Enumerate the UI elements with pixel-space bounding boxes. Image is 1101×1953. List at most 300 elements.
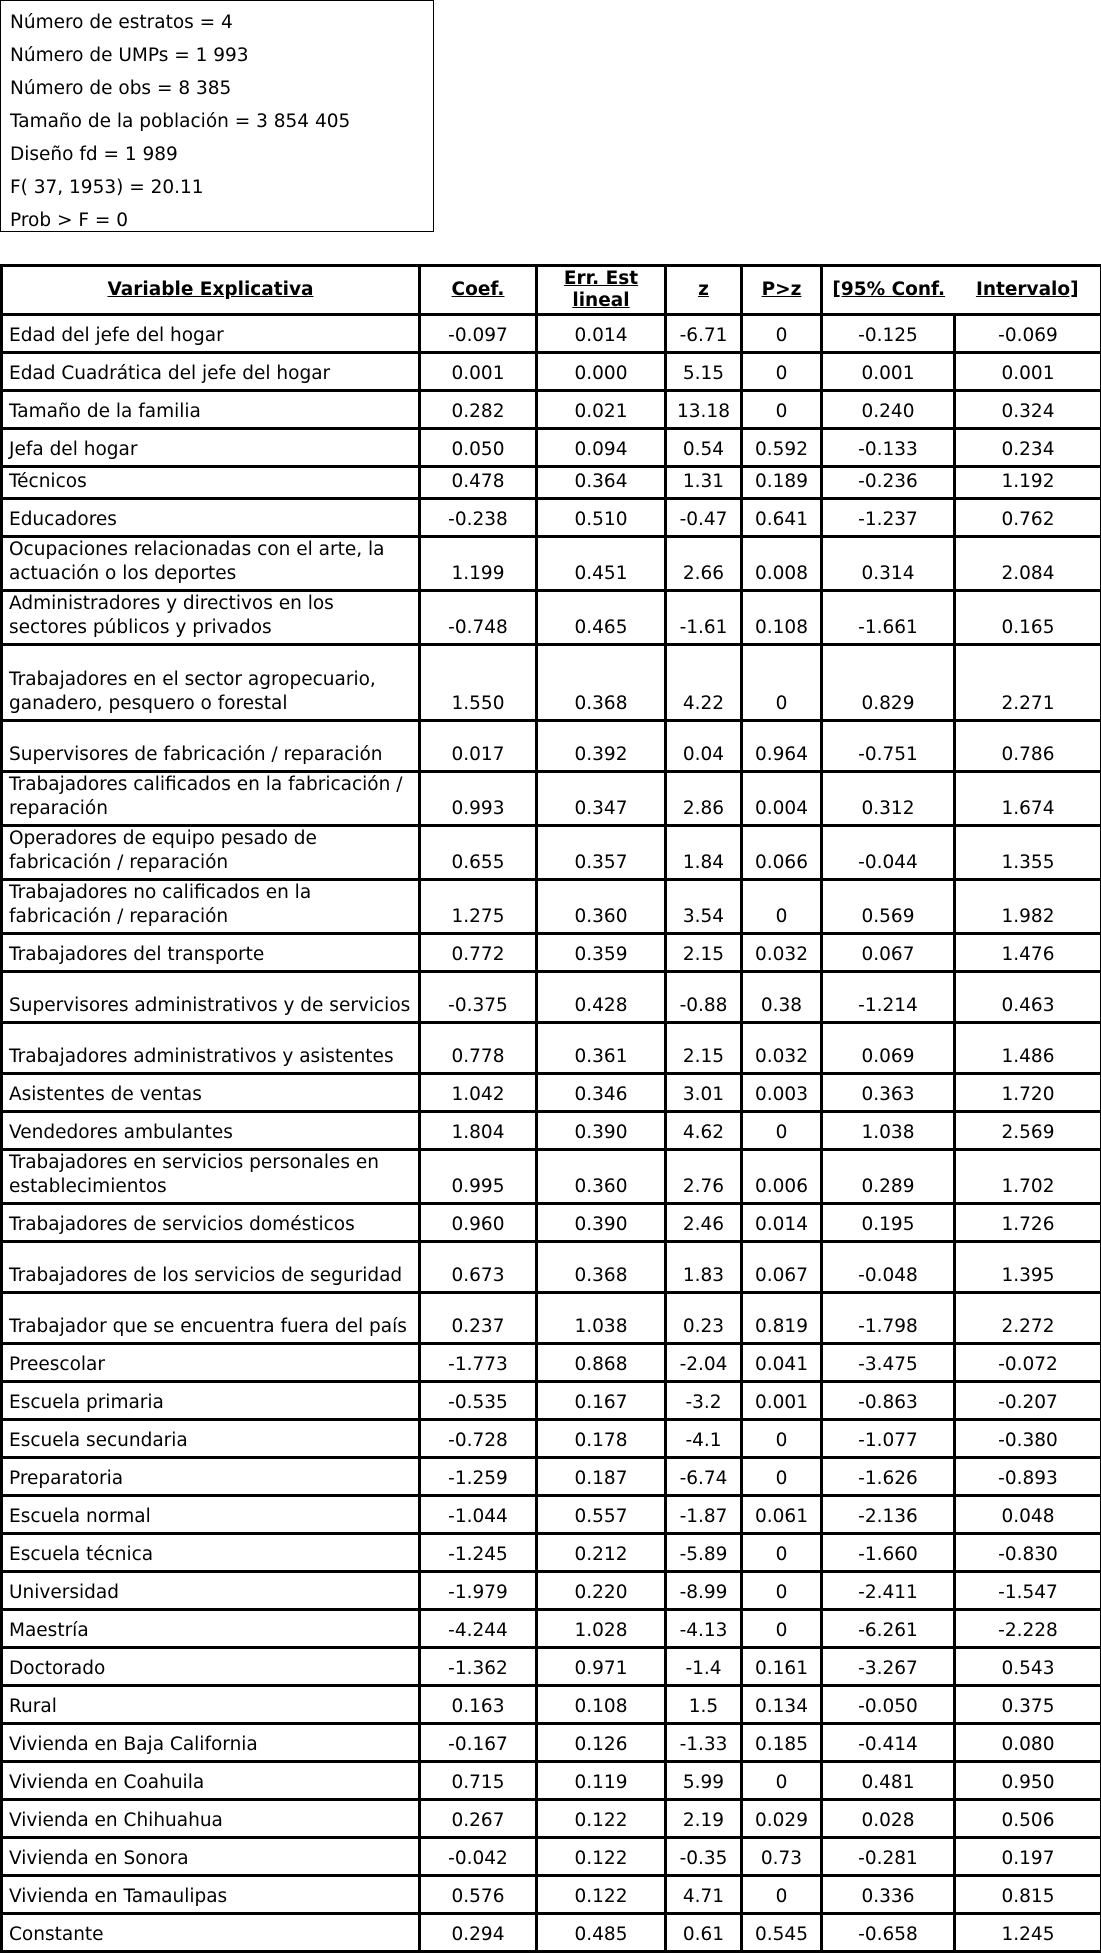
cell-coef: 0.673 bbox=[420, 1242, 537, 1293]
cell-ci-high: 0.950 bbox=[955, 1762, 1101, 1800]
cell-ci-high: -0.072 bbox=[955, 1344, 1101, 1382]
cell-ci-low: -0.050 bbox=[822, 1686, 955, 1724]
cell-ci-high: 1.192 bbox=[955, 467, 1101, 499]
regression-table bbox=[0, 264, 1101, 1953]
cell-ci-high: 1.982 bbox=[955, 880, 1101, 934]
cell-ci-low: 0.069 bbox=[822, 1023, 955, 1074]
summary-obs: Número de obs = 8 385 bbox=[10, 72, 433, 105]
cell-p: 0.161 bbox=[742, 1648, 822, 1686]
cell-p: 0 bbox=[742, 353, 822, 391]
cell-ci-low: 0.001 bbox=[822, 353, 955, 391]
cell-ci-low: 0.028 bbox=[822, 1800, 955, 1838]
cell-ci-low: -0.414 bbox=[822, 1724, 955, 1762]
cell-z: 2.15 bbox=[666, 934, 742, 972]
cell-ci-high: 1.726 bbox=[955, 1204, 1101, 1242]
cell-ci-low: -1.077 bbox=[822, 1420, 955, 1458]
cell-variable: Vivienda en Baja California bbox=[2, 1724, 420, 1762]
cell-coef: 0.655 bbox=[420, 826, 537, 880]
table-row bbox=[2, 1150, 1101, 1204]
cell-variable: Constante bbox=[2, 1914, 420, 1952]
cell-ci-high: 0.165 bbox=[955, 591, 1101, 645]
cell-z: 2.19 bbox=[666, 1800, 742, 1838]
cell-variable: Vivienda en Coahuila bbox=[2, 1762, 420, 1800]
cell-coef: -1.044 bbox=[420, 1496, 537, 1534]
cell-coef: 0.995 bbox=[420, 1150, 537, 1204]
cell-variable: Universidad bbox=[2, 1572, 420, 1610]
cell-coef: 0.163 bbox=[420, 1686, 537, 1724]
cell-ci-high: 0.197 bbox=[955, 1838, 1101, 1876]
cell-err: 0.485 bbox=[537, 1914, 666, 1952]
header-ci-high: Intervalo] bbox=[955, 266, 1101, 315]
cell-coef: 1.804 bbox=[420, 1112, 537, 1150]
cell-err: 0.392 bbox=[537, 721, 666, 772]
cell-z: -0.35 bbox=[666, 1838, 742, 1876]
cell-err: 0.428 bbox=[537, 972, 666, 1023]
cell-z: -4.13 bbox=[666, 1610, 742, 1648]
cell-ci-low: 0.363 bbox=[822, 1074, 955, 1112]
cell-ci-high: 1.395 bbox=[955, 1242, 1101, 1293]
table-row bbox=[2, 1204, 1101, 1242]
cell-err: 0.361 bbox=[537, 1023, 666, 1074]
cell-ci-high: 2.271 bbox=[955, 645, 1101, 721]
cell-z: 2.76 bbox=[666, 1150, 742, 1204]
table-row bbox=[2, 1344, 1101, 1382]
cell-p: 0 bbox=[742, 1420, 822, 1458]
header-ci-low: [95% Conf. bbox=[822, 266, 955, 315]
table-row bbox=[2, 429, 1101, 467]
summary-psu: Número de UMPs = 1 993 bbox=[10, 39, 433, 72]
cell-ci-low: -0.048 bbox=[822, 1242, 955, 1293]
cell-coef: 0.294 bbox=[420, 1914, 537, 1952]
cell-z: -1.87 bbox=[666, 1496, 742, 1534]
table-row bbox=[2, 934, 1101, 972]
table-row bbox=[2, 1610, 1101, 1648]
cell-variable: Edad Cuadrática del jefe del hogar bbox=[2, 353, 420, 391]
cell-ci-high: 0.543 bbox=[955, 1648, 1101, 1686]
cell-ci-high: 0.001 bbox=[955, 353, 1101, 391]
cell-ci-high: 0.463 bbox=[955, 972, 1101, 1023]
cell-ci-low: -0.658 bbox=[822, 1914, 955, 1952]
cell-ci-high: -0.380 bbox=[955, 1420, 1101, 1458]
cell-ci-high: 2.084 bbox=[955, 537, 1101, 591]
cell-ci-low: -0.281 bbox=[822, 1838, 955, 1876]
cell-err: 0.359 bbox=[537, 934, 666, 972]
cell-variable: Trabajadores no calificados en la fabricación / reparación bbox=[2, 880, 420, 934]
cell-ci-high: 1.702 bbox=[955, 1150, 1101, 1204]
cell-variable: Escuela primaria bbox=[2, 1382, 420, 1420]
cell-p: 0.592 bbox=[742, 429, 822, 467]
table-row bbox=[2, 315, 1101, 353]
cell-variable: Supervisores de fabricación / reparación bbox=[2, 721, 420, 772]
cell-z: -2.04 bbox=[666, 1344, 742, 1382]
cell-err: 0.557 bbox=[537, 1496, 666, 1534]
summary-strata: Número de estratos = 4 bbox=[10, 6, 433, 39]
table-row bbox=[2, 353, 1101, 391]
cell-coef: 1.275 bbox=[420, 880, 537, 934]
cell-z: 2.15 bbox=[666, 1023, 742, 1074]
cell-ci-low: 0.067 bbox=[822, 934, 955, 972]
cell-err: 0.364 bbox=[537, 467, 666, 499]
table-row bbox=[2, 826, 1101, 880]
cell-variable: Operadores de equipo pesado de fabricación / reparación bbox=[2, 826, 420, 880]
cell-ci-low: -6.261 bbox=[822, 1610, 955, 1648]
cell-ci-high: 1.355 bbox=[955, 826, 1101, 880]
cell-coef: 0.237 bbox=[420, 1293, 537, 1344]
cell-ci-high: 0.375 bbox=[955, 1686, 1101, 1724]
cell-ci-low: -1.626 bbox=[822, 1458, 955, 1496]
cell-err: 0.000 bbox=[537, 353, 666, 391]
cell-err: 0.178 bbox=[537, 1420, 666, 1458]
cell-z: -1.61 bbox=[666, 591, 742, 645]
cell-z: 0.54 bbox=[666, 429, 742, 467]
cell-p: 0.819 bbox=[742, 1293, 822, 1344]
cell-coef: 0.050 bbox=[420, 429, 537, 467]
cell-p: 0.008 bbox=[742, 537, 822, 591]
cell-ci-low: 1.038 bbox=[822, 1112, 955, 1150]
cell-err: 0.510 bbox=[537, 499, 666, 537]
cell-z: 2.46 bbox=[666, 1204, 742, 1242]
table-row bbox=[2, 467, 1101, 499]
cell-err: 0.122 bbox=[537, 1838, 666, 1876]
cell-variable: Educadores bbox=[2, 499, 420, 537]
cell-z: -4.1 bbox=[666, 1420, 742, 1458]
cell-variable: Ocupaciones relacionadas con el arte, la actuación o los deportes bbox=[2, 537, 420, 591]
cell-variable: Tamaño de la familia bbox=[2, 391, 420, 429]
cell-z: 4.62 bbox=[666, 1112, 742, 1150]
cell-ci-low: 0.240 bbox=[822, 391, 955, 429]
cell-ci-low: 0.195 bbox=[822, 1204, 955, 1242]
table-row bbox=[2, 1242, 1101, 1293]
cell-ci-high: -0.207 bbox=[955, 1382, 1101, 1420]
cell-coef: -0.535 bbox=[420, 1382, 537, 1420]
cell-z: 4.22 bbox=[666, 645, 742, 721]
cell-err: 0.126 bbox=[537, 1724, 666, 1762]
cell-p: 0.38 bbox=[742, 972, 822, 1023]
cell-ci-low: 0.481 bbox=[822, 1762, 955, 1800]
cell-p: 0 bbox=[742, 315, 822, 353]
cell-variable: Vivienda en Chihuahua bbox=[2, 1800, 420, 1838]
cell-variable: Rural bbox=[2, 1686, 420, 1724]
cell-ci-high: 0.506 bbox=[955, 1800, 1101, 1838]
cell-ci-high: 0.815 bbox=[955, 1876, 1101, 1914]
cell-coef: -1.362 bbox=[420, 1648, 537, 1686]
table-header-row bbox=[2, 266, 1101, 315]
cell-err: 0.360 bbox=[537, 880, 666, 934]
cell-coef: -0.728 bbox=[420, 1420, 537, 1458]
cell-ci-low: 0.829 bbox=[822, 645, 955, 721]
cell-p: 0.067 bbox=[742, 1242, 822, 1293]
cell-ci-low: -1.237 bbox=[822, 499, 955, 537]
cell-coef: 0.576 bbox=[420, 1876, 537, 1914]
cell-err: 0.021 bbox=[537, 391, 666, 429]
cell-err: 0.360 bbox=[537, 1150, 666, 1204]
cell-ci-low: -0.133 bbox=[822, 429, 955, 467]
cell-coef: -1.773 bbox=[420, 1344, 537, 1382]
cell-err: 0.868 bbox=[537, 1344, 666, 1382]
cell-err: 0.167 bbox=[537, 1382, 666, 1420]
cell-p: 0.061 bbox=[742, 1496, 822, 1534]
cell-coef: 1.550 bbox=[420, 645, 537, 721]
cell-ci-high: -1.547 bbox=[955, 1572, 1101, 1610]
cell-coef: -1.259 bbox=[420, 1458, 537, 1496]
cell-ci-low: 0.336 bbox=[822, 1876, 955, 1914]
cell-err: 1.028 bbox=[537, 1610, 666, 1648]
table-row bbox=[2, 880, 1101, 934]
cell-p: 0.003 bbox=[742, 1074, 822, 1112]
cell-ci-low: -1.798 bbox=[822, 1293, 955, 1344]
cell-p: 0 bbox=[742, 1534, 822, 1572]
table-row bbox=[2, 1648, 1101, 1686]
cell-z: 2.66 bbox=[666, 537, 742, 591]
table-row bbox=[2, 1762, 1101, 1800]
cell-coef: -0.748 bbox=[420, 591, 537, 645]
cell-variable: Trabajadores calificados en la fabricación / reparación bbox=[2, 772, 420, 826]
header-z: z bbox=[666, 266, 742, 315]
cell-ci-high: 0.048 bbox=[955, 1496, 1101, 1534]
cell-p: 0.032 bbox=[742, 1023, 822, 1074]
cell-ci-low: -1.214 bbox=[822, 972, 955, 1023]
cell-ci-low: -2.411 bbox=[822, 1572, 955, 1610]
header-p: P>z bbox=[742, 266, 822, 315]
cell-z: -5.89 bbox=[666, 1534, 742, 1572]
table-row bbox=[2, 1838, 1101, 1876]
table-row bbox=[2, 1023, 1101, 1074]
cell-err: 1.038 bbox=[537, 1293, 666, 1344]
cell-p: 0.189 bbox=[742, 467, 822, 499]
cell-p: 0.029 bbox=[742, 1800, 822, 1838]
cell-coef: 0.993 bbox=[420, 772, 537, 826]
cell-z: -1.4 bbox=[666, 1648, 742, 1686]
cell-coef: -0.375 bbox=[420, 972, 537, 1023]
cell-err: 0.212 bbox=[537, 1534, 666, 1572]
cell-variable: Trabajadores administrativos y asistentes bbox=[2, 1023, 420, 1074]
cell-p: 0 bbox=[742, 645, 822, 721]
cell-ci-high: 1.476 bbox=[955, 934, 1101, 972]
cell-p: 0 bbox=[742, 391, 822, 429]
cell-coef: -0.042 bbox=[420, 1838, 537, 1876]
table-row bbox=[2, 1876, 1101, 1914]
cell-z: -6.74 bbox=[666, 1458, 742, 1496]
cell-ci-high: 0.324 bbox=[955, 391, 1101, 429]
cell-variable: Vivienda en Sonora bbox=[2, 1838, 420, 1876]
cell-coef: 0.017 bbox=[420, 721, 537, 772]
cell-ci-high: 1.720 bbox=[955, 1074, 1101, 1112]
table-row bbox=[2, 1382, 1101, 1420]
cell-variable: Administradores y directivos en los sectores públicos y privados bbox=[2, 591, 420, 645]
cell-z: 0.61 bbox=[666, 1914, 742, 1952]
cell-variable: Vivienda en Tamaulipas bbox=[2, 1876, 420, 1914]
cell-ci-high: -0.893 bbox=[955, 1458, 1101, 1496]
table-row bbox=[2, 1420, 1101, 1458]
cell-p: 0.004 bbox=[742, 772, 822, 826]
cell-coef: 0.778 bbox=[420, 1023, 537, 1074]
cell-p: 0.006 bbox=[742, 1150, 822, 1204]
cell-p: 0.641 bbox=[742, 499, 822, 537]
cell-z: 4.71 bbox=[666, 1876, 742, 1914]
cell-ci-high: 0.762 bbox=[955, 499, 1101, 537]
cell-variable: Asistentes de ventas bbox=[2, 1074, 420, 1112]
cell-ci-low: -3.475 bbox=[822, 1344, 955, 1382]
table-row bbox=[2, 972, 1101, 1023]
cell-variable: Maestría bbox=[2, 1610, 420, 1648]
cell-variable: Doctorado bbox=[2, 1648, 420, 1686]
cell-variable: Edad del jefe del hogar bbox=[2, 315, 420, 353]
cell-p: 0 bbox=[742, 1112, 822, 1150]
cell-ci-low: 0.569 bbox=[822, 880, 955, 934]
cell-err: 0.390 bbox=[537, 1204, 666, 1242]
table-row bbox=[2, 1458, 1101, 1496]
summary-prob-f: Prob > F = 0 bbox=[10, 204, 433, 237]
cell-ci-high: 0.234 bbox=[955, 429, 1101, 467]
table-row bbox=[2, 499, 1101, 537]
cell-err: 0.368 bbox=[537, 645, 666, 721]
cell-ci-low: -2.136 bbox=[822, 1496, 955, 1534]
table-row bbox=[2, 645, 1101, 721]
cell-ci-high: -0.830 bbox=[955, 1534, 1101, 1572]
cell-z: 1.31 bbox=[666, 467, 742, 499]
table-row bbox=[2, 721, 1101, 772]
cell-ci-low: 0.314 bbox=[822, 537, 955, 591]
cell-p: 0.001 bbox=[742, 1382, 822, 1420]
cell-z: 3.54 bbox=[666, 880, 742, 934]
cell-err: 0.451 bbox=[537, 537, 666, 591]
cell-ci-low: -1.660 bbox=[822, 1534, 955, 1572]
cell-p: 0.041 bbox=[742, 1344, 822, 1382]
cell-variable: Trabajadores en servicios personales en establecimientos bbox=[2, 1150, 420, 1204]
cell-p: 0.032 bbox=[742, 934, 822, 972]
cell-err: 0.347 bbox=[537, 772, 666, 826]
cell-coef: -1.979 bbox=[420, 1572, 537, 1610]
cell-ci-high: 1.486 bbox=[955, 1023, 1101, 1074]
cell-coef: -0.238 bbox=[420, 499, 537, 537]
cell-err: 0.971 bbox=[537, 1648, 666, 1686]
cell-err: 0.390 bbox=[537, 1112, 666, 1150]
cell-z: -0.47 bbox=[666, 499, 742, 537]
summary-f-stat: F( 37, 1953) = 20.11 bbox=[10, 171, 433, 204]
cell-z: 13.18 bbox=[666, 391, 742, 429]
cell-variable: Escuela técnica bbox=[2, 1534, 420, 1572]
cell-z: 0.04 bbox=[666, 721, 742, 772]
cell-variable: Trabajadores en el sector agropecuario, ganadero, pesquero o forestal bbox=[2, 645, 420, 721]
cell-coef: 0.715 bbox=[420, 1762, 537, 1800]
table-row bbox=[2, 1572, 1101, 1610]
cell-ci-low: -3.267 bbox=[822, 1648, 955, 1686]
table-row bbox=[2, 1112, 1101, 1150]
cell-ci-low: 0.289 bbox=[822, 1150, 955, 1204]
cell-p: 0 bbox=[742, 880, 822, 934]
cell-ci-high: 0.786 bbox=[955, 721, 1101, 772]
cell-variable: Trabajadores de servicios domésticos bbox=[2, 1204, 420, 1242]
cell-ci-low: -1.661 bbox=[822, 591, 955, 645]
cell-z: -6.71 bbox=[666, 315, 742, 353]
cell-coef: -4.244 bbox=[420, 1610, 537, 1648]
table-row bbox=[2, 537, 1101, 591]
cell-variable: Preparatoria bbox=[2, 1458, 420, 1496]
cell-coef: 0.282 bbox=[420, 391, 537, 429]
cell-err: 0.108 bbox=[537, 1686, 666, 1724]
cell-variable: Trabajador que se encuentra fuera del país bbox=[2, 1293, 420, 1344]
cell-p: 0.964 bbox=[742, 721, 822, 772]
cell-coef: 0.267 bbox=[420, 1800, 537, 1838]
table-row bbox=[2, 1686, 1101, 1724]
cell-p: 0 bbox=[742, 1572, 822, 1610]
cell-coef: 0.478 bbox=[420, 467, 537, 499]
cell-p: 0.73 bbox=[742, 1838, 822, 1876]
cell-ci-high: 1.674 bbox=[955, 772, 1101, 826]
table-row bbox=[2, 1496, 1101, 1534]
cell-p: 0 bbox=[742, 1876, 822, 1914]
cell-ci-high: 2.272 bbox=[955, 1293, 1101, 1344]
cell-z: -0.88 bbox=[666, 972, 742, 1023]
table-row bbox=[2, 1800, 1101, 1838]
table-row bbox=[2, 1914, 1101, 1952]
cell-z: 3.01 bbox=[666, 1074, 742, 1112]
cell-z: 1.5 bbox=[666, 1686, 742, 1724]
cell-ci-high: -2.228 bbox=[955, 1610, 1101, 1648]
cell-coef: 0.960 bbox=[420, 1204, 537, 1242]
cell-p: 0.014 bbox=[742, 1204, 822, 1242]
cell-err: 0.465 bbox=[537, 591, 666, 645]
summary-design-df: Diseño fd = 1 989 bbox=[10, 138, 433, 171]
table-row bbox=[2, 391, 1101, 429]
cell-variable: Preescolar bbox=[2, 1344, 420, 1382]
cell-p: 0 bbox=[742, 1610, 822, 1648]
cell-err: 0.187 bbox=[537, 1458, 666, 1496]
cell-z: 5.99 bbox=[666, 1762, 742, 1800]
cell-variable: Jefa del hogar bbox=[2, 429, 420, 467]
cell-variable: Técnicos bbox=[2, 467, 420, 499]
cell-coef: -0.167 bbox=[420, 1724, 537, 1762]
cell-err: 0.346 bbox=[537, 1074, 666, 1112]
cell-coef: 1.042 bbox=[420, 1074, 537, 1112]
cell-err: 0.368 bbox=[537, 1242, 666, 1293]
cell-p: 0.066 bbox=[742, 826, 822, 880]
cell-ci-low: -0.863 bbox=[822, 1382, 955, 1420]
header-coef: Coef. bbox=[420, 266, 537, 315]
cell-p: 0 bbox=[742, 1762, 822, 1800]
cell-ci-low: -0.751 bbox=[822, 721, 955, 772]
summary-population: Tamaño de la población = 3 854 405 bbox=[10, 105, 433, 138]
table-row bbox=[2, 1724, 1101, 1762]
cell-variable: Trabajadores del transporte bbox=[2, 934, 420, 972]
cell-variable: Escuela normal bbox=[2, 1496, 420, 1534]
cell-z: 0.23 bbox=[666, 1293, 742, 1344]
model-summary-box bbox=[0, 0, 434, 232]
cell-z: -3.2 bbox=[666, 1382, 742, 1420]
cell-z: 1.84 bbox=[666, 826, 742, 880]
cell-err: 0.094 bbox=[537, 429, 666, 467]
cell-ci-low: -0.044 bbox=[822, 826, 955, 880]
cell-err: 0.122 bbox=[537, 1876, 666, 1914]
table-row bbox=[2, 591, 1101, 645]
cell-coef: -0.097 bbox=[420, 315, 537, 353]
cell-coef: 1.199 bbox=[420, 537, 537, 591]
header-std-err: Err. Est lineal bbox=[537, 266, 666, 315]
cell-coef: 0.001 bbox=[420, 353, 537, 391]
cell-variable: Vendedores ambulantes bbox=[2, 1112, 420, 1150]
table-row bbox=[2, 772, 1101, 826]
cell-p: 0.185 bbox=[742, 1724, 822, 1762]
table-row bbox=[2, 1074, 1101, 1112]
cell-z: 1.83 bbox=[666, 1242, 742, 1293]
cell-p: 0 bbox=[742, 1458, 822, 1496]
cell-ci-low: -0.236 bbox=[822, 467, 955, 499]
cell-err: 0.220 bbox=[537, 1572, 666, 1610]
table-row bbox=[2, 1293, 1101, 1344]
cell-p: 0.108 bbox=[742, 591, 822, 645]
cell-err: 0.122 bbox=[537, 1800, 666, 1838]
cell-z: -8.99 bbox=[666, 1572, 742, 1610]
